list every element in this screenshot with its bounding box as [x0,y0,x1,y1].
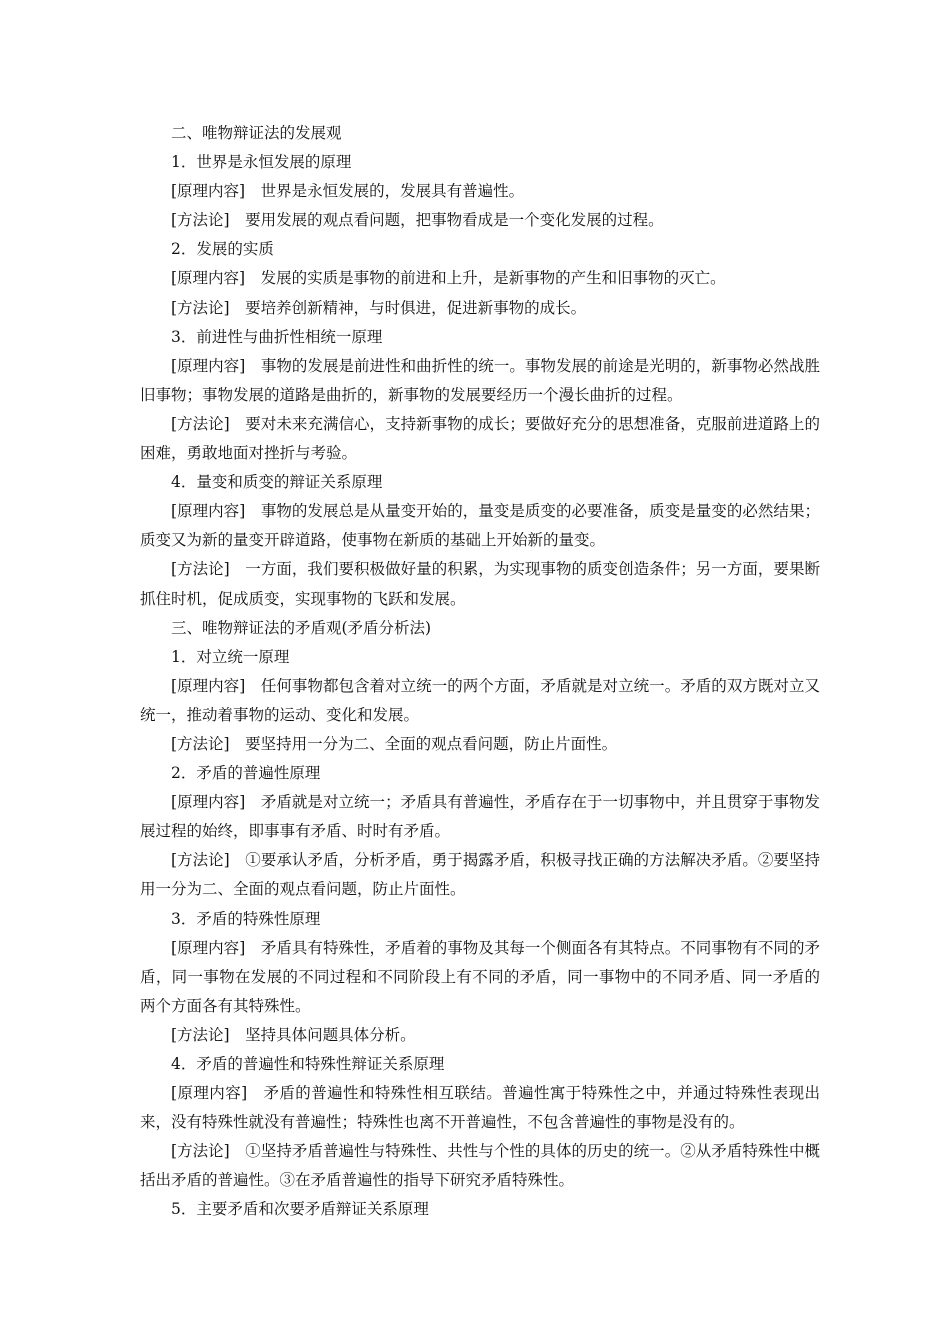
principle-heading: 2．发展的实质 [171,240,274,259]
methodology: [方法论] 要培养创新精神，与时俱进，促进新事物的成长。 [171,298,587,317]
methodology: [方法论] 要用发展的观点看问题，把事物看成是一个变化发展的过程。 [171,211,664,230]
principle-content: [原理内容] 矛盾的普遍性和特殊性相互联结。普遍性寓于特殊性之中，并通过特殊性表现出来，没有特殊性就没有普遍性；特殊性也离不开普遍性，不包含普遍性的事物是没有的。 [140,1084,820,1132]
document-body [140,119,820,1225]
methodology: [方法论] 要坚持用一分为二、全面的观点看问题，防止片面性。 [171,734,618,753]
principle-content: [原理内容] 发展的实质是事物的前进和上升，是新事物的产生和旧事物的灭亡。 [171,269,726,288]
principle-content: [原理内容] 事物的发展是前进性和曲折性的统一。事物发展的前途是光明的，新事物必然战胜旧事物；事物发展的道路是曲折的，新事物的发展要经历一个漫长曲折的过程。 [140,356,820,404]
principle-heading: 1．对立统一原理 [171,647,290,666]
principle-heading: 2．矛盾的普遍性原理 [171,764,321,783]
principle-content: [原理内容] 矛盾具有特殊性，矛盾着的事物及其每一个侧面各有其特点。不同事物有不同的矛盾，同一事物在发展的不同过程和不同阶段上有不同的矛盾，同一事物中的不同矛盾、同一矛盾的两个方面各有其特殊性。 [140,938,820,1015]
principle-heading: 1．世界是永恒发展的原理 [171,153,352,172]
section-heading: 二、唯物辩证法的发展观 [171,124,342,142]
principle-content: [原理内容] 事物的发展总是从量变开始的，量变是质变的必要准备，质变是量变的必然结果；质变又为新的量变开辟道路，使事物在新质的基础上开始新的量变。 [140,502,820,550]
principle-heading: 3．前进性与曲折性相统一原理 [171,327,383,346]
principle-heading: 5．主要矛盾和次要矛盾辩证关系原理 [171,1200,429,1219]
methodology: [方法论] ①坚持矛盾普遍性与特殊性、共性与个性的具体的历史的统一。②从矛盾特殊性中概括出矛盾的普遍性。③在矛盾普遍性的指导下研究矛盾特殊性。 [140,1142,820,1190]
methodology: [方法论] 要对未来充满信心，支持新事物的成长；要做好充分的思想准备，克服前进道路上的困难，勇敢地面对挫折与考验。 [140,414,820,463]
principle-heading: 4．量变和质变的辩证关系原理 [171,473,383,492]
principle-content: [原理内容] 矛盾就是对立统一；矛盾具有普遍性，矛盾存在于一切事物中，并且贯穿于事物发展过程的始终，即事事有矛盾、时时有矛盾。 [140,793,820,841]
section-heading: 三、唯物辩证法的矛盾观(矛盾分析法) [171,618,432,637]
methodology: [方法论] ①要承认矛盾，分析矛盾，勇于揭露矛盾，积极寻找正确的方法解决矛盾。②要坚持用一分为二、全面的观点看问题，防止片面性。 [140,851,820,899]
principle-content: [原理内容] 世界是永恒发展的，发展具有普遍性。 [171,182,525,201]
principle-heading: 4．矛盾的普遍性和特殊性辩证关系原理 [171,1055,445,1073]
methodology: [方法论] 一方面，我们要积极做好量的积累，为实现事物的质变创造条件；另一方面，要果断抓住时机，促成质变，实现事物的飞跃和发展。 [140,560,820,608]
methodology: [方法论] 坚持具体问题具体分析。 [171,1025,416,1044]
principle-heading: 3．矛盾的特殊性原理 [171,909,321,928]
principle-content: [原理内容] 任何事物都包含着对立统一的两个方面，矛盾就是对立统一。矛盾的双方既对立又统一，推动着事物的运动、变化和发展。 [140,676,820,724]
